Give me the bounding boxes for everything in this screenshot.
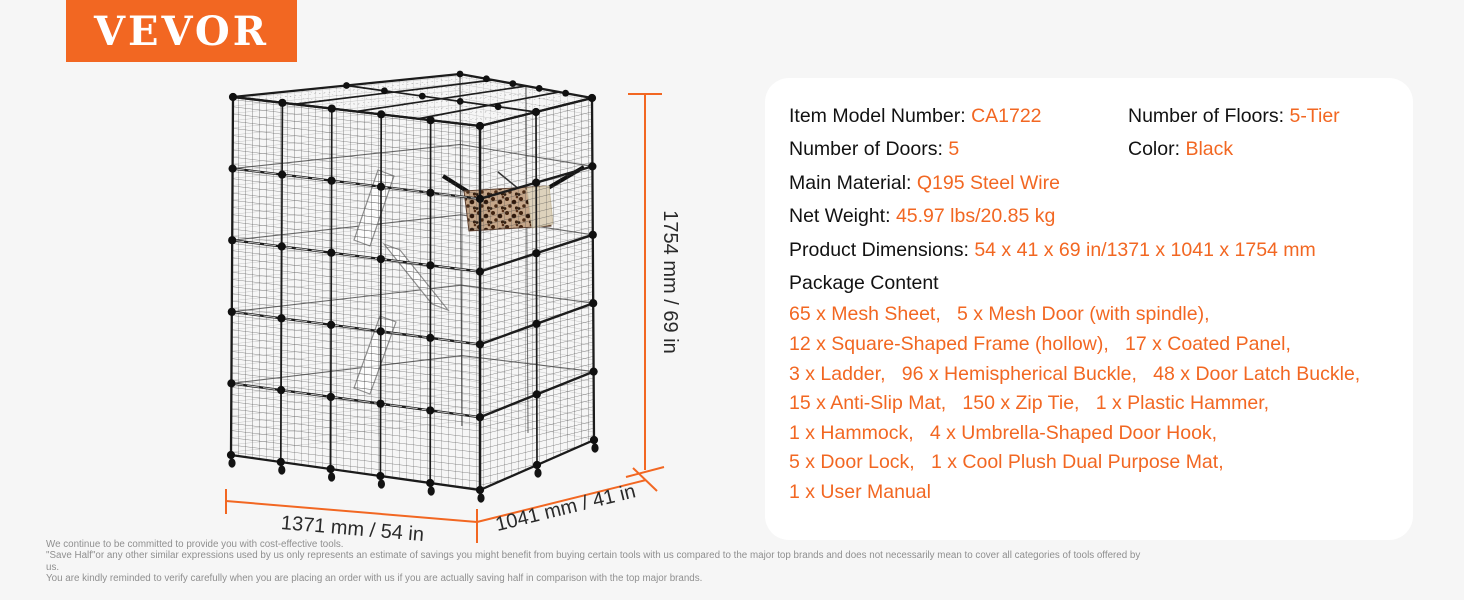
package-line: 15 x Anti-Slip Mat, 150 x Zip Tie, 1 x Plastic Hammer, — [789, 392, 1270, 415]
package-content-title: Package Content — [789, 272, 939, 295]
spec-value: 45.97 lbs/20.85 kg — [895, 205, 1056, 228]
disclaimer-line: "Save Half"or any other similar expressions used by us only represents an estimate of savings you might benefit from buying certain tools with us compared to the major top brands and does not necessarily mean to cover all categories of tools offered by us. — [46, 550, 1141, 573]
spec-value: 5 — [948, 138, 960, 161]
disclaimer-footer — [46, 539, 1146, 584]
package-line: 3 x Ladder, 96 x Hemispherical Buckle, 48 x Door Latch Buckle, — [789, 362, 1361, 385]
cat-cage-illustration — [160, 50, 700, 550]
spec-label: Product Dimensions: — [789, 238, 975, 261]
spec-card — [765, 78, 1413, 540]
package-line: 1 x User Manual — [789, 481, 931, 503]
spec-label: Main Material: — [789, 171, 917, 194]
spec-row — [789, 167, 1395, 200]
spec-label: Net Weight: — [789, 205, 896, 228]
height-dimension-label: 1754 mm / 69 in — [659, 210, 681, 354]
spec-label: Color: — [1128, 138, 1186, 161]
spec-label: Number of Doors: — [789, 138, 949, 161]
spec-value: 5-Tier — [1289, 105, 1340, 127]
spec-label: Number of Floors: — [1128, 105, 1290, 127]
package-line: 1 x Hammock, 4 x Umbrella-Shaped Door Hook, — [789, 421, 1218, 444]
package-line: 12 x Square-Shaped Frame (hollow), 17 x Coated Panel, — [789, 333, 1291, 356]
package-line: 65 x Mesh Sheet, 5 x Mesh Door (with spindle), — [789, 303, 1210, 326]
spec-row — [789, 234, 1395, 267]
depth-dimension-label: 1041 mm / 41 in — [493, 480, 638, 536]
disclaimer-line: You are kindly reminded to verify carefully when you are placing an order with us if you are actually saving half in comparison with the top major brands. — [46, 572, 703, 584]
disclaimer-line: We continue to be committed to provide you with cost-effective tools. — [46, 539, 344, 550]
width-dimension-label: 1371 mm / 54 in — [280, 512, 425, 546]
cage-front-walls — [227, 71, 599, 503]
spec-value: Black — [1185, 138, 1234, 161]
spec-value: Q195 Steel Wire — [916, 171, 1060, 194]
spec-label: Item Model Number: — [789, 105, 972, 127]
package-line: 5 x Door Lock, 1 x Cool Plush Dual Purpose Mat, — [789, 451, 1224, 474]
spec-value: 54 x 41 x 69 in/1371 x 1041 x 1754 mm — [974, 238, 1316, 261]
spec-row — [789, 100, 1395, 133]
spec-row — [789, 200, 1395, 233]
spec-value: CA1722 — [971, 105, 1042, 127]
spec-row — [789, 133, 1395, 166]
vevor-logo: VEVOR — [66, 0, 297, 62]
